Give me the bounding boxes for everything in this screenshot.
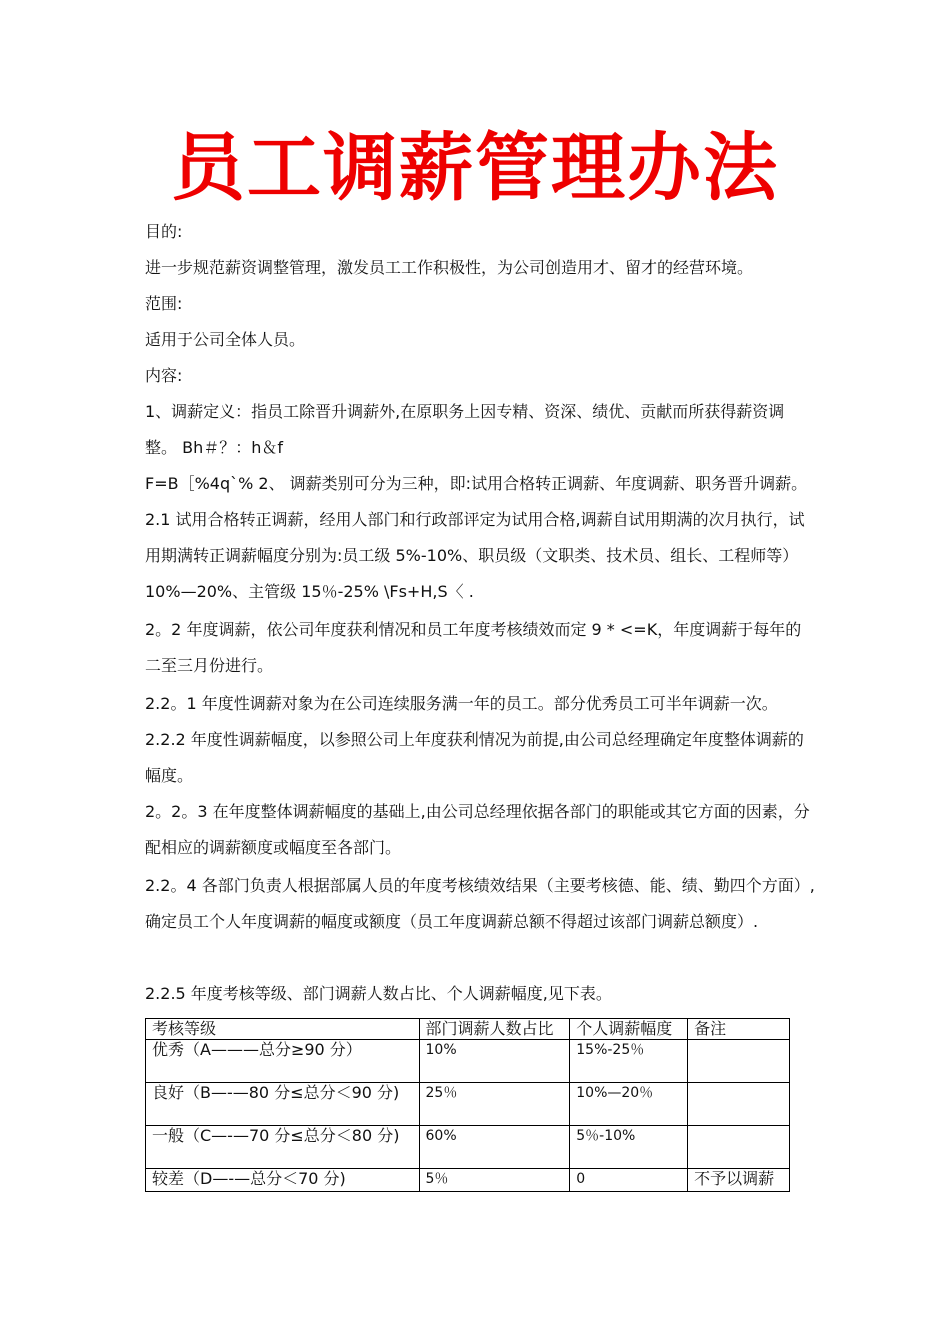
range-cell: 5％-10% — [570, 1126, 688, 1169]
table-row — [146, 1040, 790, 1083]
section-purpose-heading: 目的: — [145, 222, 183, 241]
range-cell: 0 — [570, 1169, 688, 1192]
remark-cell — [688, 1083, 790, 1126]
clause-2-categories: F=B［%4q`% 2、 调薪类别可分为三种，即:试用合格转正调薪、年度调薪、职务晋升调薪。 — [145, 474, 808, 493]
clause-2-2-2: 2.2.2 年度性调薪幅度，以参照公司上年度获利情况为前提,由公司总经理确定年度整体调薪的幅度。 — [145, 730, 804, 785]
ratio-cell: 25％ — [419, 1083, 570, 1126]
clause-1-definition: 1、调薪定义：指员工除晋升调薪外,在原职务上因专精、资深、绩优、贡献而所获得薪资调整。 Bh＃？：h＆f — [145, 402, 785, 457]
grade-cell: 一般（C—-—70 分≤总分＜80 分) — [146, 1126, 420, 1169]
range-cell: 10%—20％ — [570, 1083, 688, 1126]
grade-cell: 良好（B—-—80 分≤总分＜90 分) — [146, 1083, 420, 1126]
grade-table — [145, 1018, 790, 1192]
header-remark: 备注 — [688, 1019, 790, 1040]
range-cell: 15%-25％ — [570, 1040, 688, 1083]
remark-cell — [688, 1126, 790, 1169]
table-row — [146, 1126, 790, 1169]
header-grade: 考核等级 — [146, 1019, 420, 1040]
remark-cell: 不予以调薪 — [688, 1169, 790, 1192]
header-dept-ratio: 部门调薪人数占比 — [419, 1019, 570, 1040]
document-title: 员工调薪管理办法 — [171, 125, 779, 211]
clause-2-2-1: 2.2。1 年度性调薪对象为在公司连续服务满一年的员工。部分优秀员工可半年调薪一次。 — [145, 694, 778, 713]
grade-cell: 较差（D—-—总分＜70 分) — [146, 1169, 420, 1192]
purpose-text: 进一步规范薪资调整管理，激发员工工作积极性，为公司创造用才、留才的经营环境。 — [145, 258, 754, 277]
section-content-heading: 内容: — [145, 366, 183, 385]
ratio-cell: 60% — [419, 1126, 570, 1169]
ratio-cell: 5％ — [419, 1169, 570, 1192]
clause-2-2: 2。2 年度调薪，依公司年度获利情况和员工年度考核绩效而定 9 * <=K，年度调薪于每年的二至三月份进行。 — [145, 620, 802, 675]
ratio-cell: 10% — [419, 1040, 570, 1083]
scope-text: 适用于公司全体人员。 — [145, 330, 306, 349]
grade-cell: 优秀（A———总分≥90 分） — [146, 1040, 420, 1083]
remark-cell — [688, 1040, 790, 1083]
clause-2-1: 2.1 试用合格转正调薪，经用人部门和行政部评定为试用合格,调薪自试用期满的次月执行，试用期满转正调薪幅度分别为:员工级 5%-10%、职员级（文职类、技术员、组长、工程师等）10%—20%、主管级 15％-25% \Fs+H,S〈 . — [145, 510, 805, 601]
table-row — [146, 1083, 790, 1126]
table-header-row — [146, 1019, 790, 1040]
clause-2-2-5: 2.2.5 年度考核等级、部门调薪人数占比、个人调薪幅度,见下表。 — [145, 984, 612, 1003]
header-personal-range: 个人调薪幅度 — [570, 1019, 688, 1040]
clause-2-2-4: 2.2。4 各部门负责人根据部属人员的年度考核绩效结果（主要考核德、能、绩、勤四个方面）,确定员工个人年度调薪的幅度或额度（员工年度调薪总额不得超过该部门调薪总额度）. — [145, 876, 815, 931]
table-row — [146, 1169, 790, 1192]
clause-2-2-3: 2。2。3 在年度整体调薪幅度的基础上,由公司总经理依据各部门的职能或其它方面的因素，分配相应的调薪额度或幅度至各部门。 — [145, 802, 810, 857]
section-scope-heading: 范围: — [145, 294, 183, 313]
